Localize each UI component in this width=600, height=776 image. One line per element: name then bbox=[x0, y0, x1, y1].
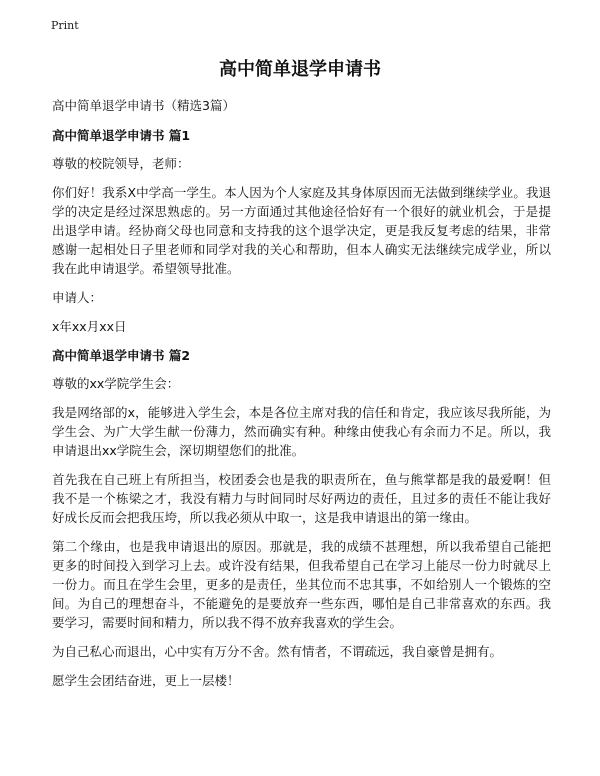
section-2-salutation: 尊敬的xx学院学生会： bbox=[52, 376, 180, 391]
section-2-paragraph: 第二个缘由，也是我申请退出的原因。那就是，我的成绩不甚理想，所以我希望自己能把更多的时间投入到学习上去。或许没有结果，但我希望自己在学习上能尽一份力时就尽上一份力。而且在学生会里，更多的是责任，坐其位而不忠其事，不如给别人一个锻炼的空间。为自己的理想奋斗，不能避免的是要放弃一些东西，哪怕是自己非常喜欢的东西。我要学习，需要时间和精力，所以我不得不放弃我喜欢的学生会。 bbox=[52, 539, 551, 630]
document-body bbox=[52, 96, 551, 700]
section-1-date: x年xx月xx日 bbox=[52, 319, 127, 334]
section-1-heading: 高中简单退学申请书 篇1 bbox=[52, 128, 191, 143]
section-2-closing: 愿学生会团结奋进，更上一层楼！ bbox=[52, 673, 240, 688]
section-1-salutation: 尊敬的校院领导，老师： bbox=[52, 156, 190, 171]
document-title: 高中简单退学申请书 bbox=[219, 59, 381, 80]
section-2-paragraph: 首先我在自己班上有所担当，校团委会也是我的职责所在，鱼与熊掌都是我的最爱啊！但我不是一个栋梁之才，我没有精力与时间同时尽好两边的责任，且过多的责任不能让我好好成长反而会把我压垮，所以我必须从中取一，这是我申请退出的第一缘由。 bbox=[52, 472, 551, 525]
document-subtitle: 高中简单退学申请书（精选3篇） bbox=[52, 98, 235, 113]
section-2-heading: 高中简单退学申请书 篇2 bbox=[52, 348, 191, 363]
section-1-body: 你们好！我系X中学高一学生。本人因为个人家庭及其身体原因而无法做到继续学业。我退学的决定是经过深思熟虑的。另一方面通过其他途径恰好有一个很好的就业机会，于是提出退学申请。经协商父母也同意和支持我的这个退学决定，更是我反复考虑的结果，非常感谢一起相处日子里老师和同学对我的关心和帮助，但本人确实无法继续完成学业，所以我在此申请退学。希望领导批准。 bbox=[52, 185, 551, 276]
section-2-paragraph: 我是网络部的x，能够进入学生会，本是各位主席对我的信任和肯定，我应该尽我所能，为学生会、为广大学生献一份薄力，然而确实有种。种缘由使我心有余而力不足。所以，我申请退出xx学院生会，深切期望您们的批准。 bbox=[52, 405, 551, 458]
section-1-applicant: 申请人： bbox=[52, 290, 103, 305]
print-link[interactable]: Print bbox=[51, 19, 79, 32]
section-2-paragraph: 为自己私心而退出，心中实有万分不舍。然有情者，不谓疏远，我自豪曾是拥有。 bbox=[52, 644, 503, 659]
